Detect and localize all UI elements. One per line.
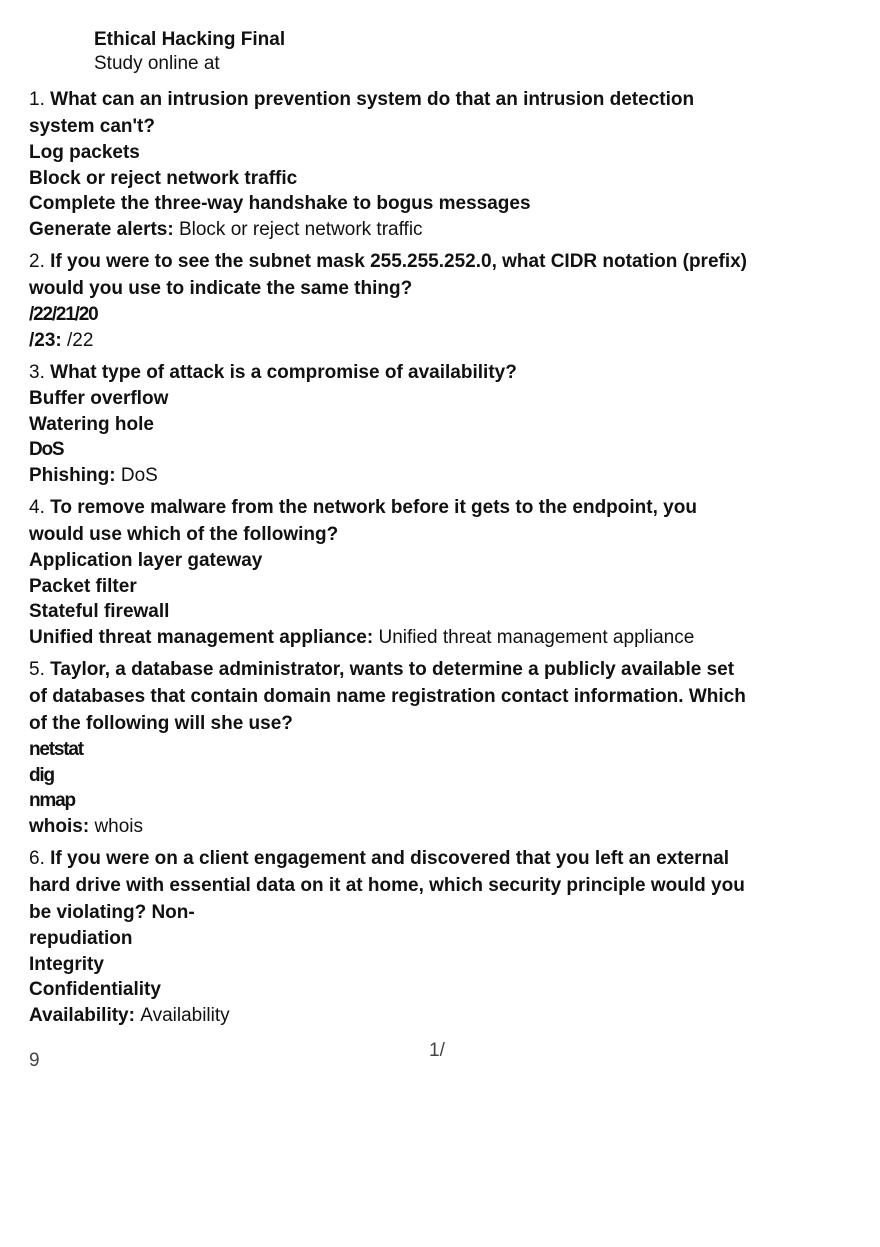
answer: Unified threat management appliance	[378, 626, 695, 648]
question-number: 4.	[29, 497, 45, 518]
question-6	[29, 845, 749, 1028]
question-4	[29, 494, 749, 650]
option: DoS	[29, 439, 64, 460]
question-3	[29, 359, 749, 488]
answer: Availability	[140, 1004, 230, 1026]
page-total: 9	[29, 1050, 40, 1071]
answer-line	[29, 625, 749, 651]
answer-line	[29, 217, 749, 243]
option: Confidentiality	[29, 979, 161, 1000]
option: Integrity	[29, 953, 104, 975]
option: Buffer overflow	[29, 388, 169, 409]
question-stem: If you were to see the subnet mask 255.255.252.0, what CIDR notation (prefix) would you use to indicate the same thing?	[29, 251, 748, 299]
question-text	[29, 359, 749, 386]
answer-line	[29, 328, 749, 354]
option: Block or reject network traffic	[29, 167, 298, 189]
option: /22/21/20	[29, 304, 98, 325]
question-number: 5.	[29, 659, 45, 680]
question-stem: What can an intrusion prevention system do that an intrusion detection system can't?	[29, 89, 695, 137]
answer: whois	[94, 815, 144, 837]
question-text	[29, 248, 749, 302]
question-number: 2.	[29, 251, 45, 272]
option: Complete the three-way handshake to bogus messages	[29, 193, 531, 214]
question-number: 3.	[29, 362, 45, 383]
question-number: 1.	[29, 89, 45, 110]
option: Application layer gateway	[29, 550, 263, 571]
document-title: Ethical Hacking Final	[94, 29, 286, 50]
option: Stateful firewall	[29, 601, 170, 622]
question-1	[29, 86, 749, 242]
question-stem: To remove malware from the network before it gets to the endpoint, you would use which of the following?	[29, 497, 697, 545]
answer-line	[29, 1003, 749, 1029]
question-stem: If you were on a client engagement and discovered that you left an external hard drive with essential data on it at home, which security principle would you be violating? Non-	[29, 848, 745, 923]
last-option: Unified threat management appliance:	[29, 626, 374, 648]
document-subtitle: Study online at	[94, 53, 220, 74]
option: Packet filter	[29, 575, 137, 597]
question-2	[29, 248, 749, 353]
answer: DoS	[120, 464, 158, 486]
answer-line	[29, 814, 749, 840]
option: nmap	[29, 790, 75, 811]
document-header	[94, 28, 285, 76]
last-option: /23:	[29, 329, 62, 351]
question-stem: Taylor, a database administrator, wants to determine a publicly available set of databases that contain domain name registration contact information. Which of the following will she use?	[29, 659, 746, 734]
answer-line	[29, 463, 749, 489]
answer: /22	[67, 329, 94, 351]
question-number: 6.	[29, 848, 45, 869]
question-text	[29, 86, 749, 140]
last-option: Generate alerts:	[29, 218, 174, 240]
question-5	[29, 656, 749, 839]
last-option: Availability:	[29, 1004, 135, 1026]
option: dig	[29, 764, 54, 786]
answer: Block or reject network traffic	[178, 218, 423, 240]
option: repudiation	[29, 928, 133, 949]
option: Watering hole	[29, 413, 154, 435]
option: netstat	[29, 739, 83, 760]
question-text	[29, 494, 749, 548]
last-option: Phishing:	[29, 464, 116, 486]
option: Log packets	[29, 142, 140, 163]
question-text	[29, 656, 749, 737]
last-option: whois:	[29, 815, 90, 837]
question-text	[29, 845, 749, 926]
page-fraction: 1/	[429, 1040, 445, 1061]
question-stem: What type of attack is a compromise of availability?	[50, 362, 517, 383]
question-list	[29, 86, 749, 1034]
